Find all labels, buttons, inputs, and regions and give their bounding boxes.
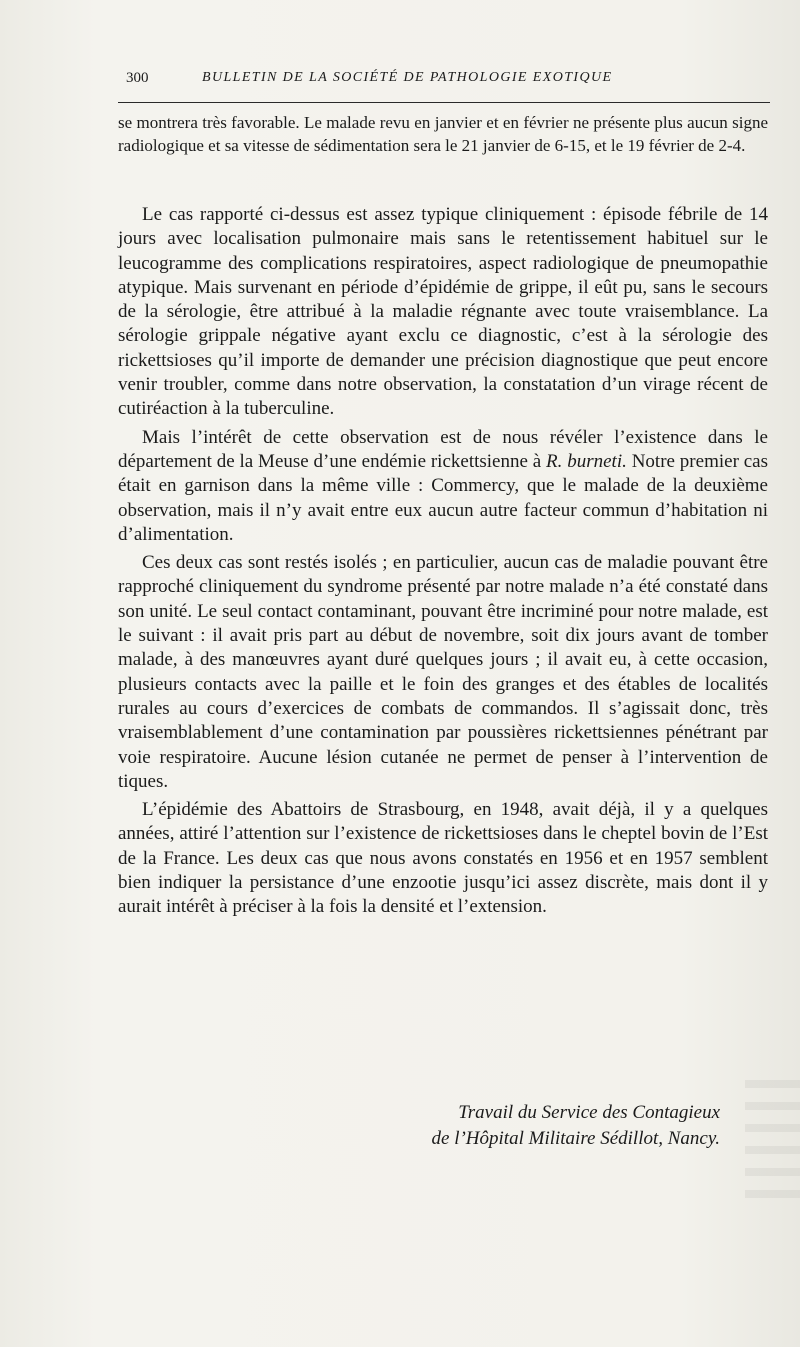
bleed-through-shading bbox=[745, 1080, 800, 1200]
signature-line-1: Travail du Service des Contagieux bbox=[458, 1102, 720, 1123]
paragraph-2-start: Mais l’intérêt de cette observation est de nous révéler l’existence dans le département de la Meuse d’une endémie rickettsienne à bbox=[118, 426, 768, 472]
paragraph-2-end: Notre premier cas était en garnison dans la même ville : Commercy, que le malade de la deuxième observation, mais il n’y avait entre eux aucun autre facteur commun d’habitation ni d’alimentation. bbox=[118, 450, 768, 545]
intro-paragraph: se montrera très favorable. Le malade revu en janvier et en février ne présente plus aucun signe radiologique et sa vitesse de sédimentation sera le 21 janvier de 6-15, et le 19 février de 2-4. bbox=[118, 113, 768, 155]
main-text bbox=[118, 203, 768, 924]
page-number: 300 bbox=[126, 70, 149, 86]
intro-paragraph-block bbox=[118, 112, 768, 157]
signature-line-2: de l’Hôpital Militaire Sédillot, Nancy. bbox=[431, 1128, 720, 1149]
running-title: BULLETIN DE LA SOCIÉTÉ DE PATHOLOGIE EXOTIQUE bbox=[202, 70, 613, 85]
paragraph-2 bbox=[118, 426, 768, 547]
paragraph-1: Le cas rapporté ci-dessus est assez typique cliniquement : épisode fébrile de 14 jours avec localisation pulmonaire mais sans le retentissement habituel sur le leucogramme des complications respiratoires, aspect radiologique de pneumopathie atypique. Mais survenant en période d’épidémie de grippe, il eût pu, sans le secours de la sérologie, être attribué à la maladie régnante avec toute vraisemblance. La sérologie grippale négative ayant exclu ce diagnostic, c’est à la sérologie des rickettsioses qu’il importe de demander une précision diagnostique que peut encore venir troubler, comme dans notre observation, la constatation d’un virage récent de cutiréaction à la tuberculine. bbox=[118, 204, 768, 420]
species-name: R. burneti. bbox=[546, 450, 627, 472]
page-header bbox=[118, 68, 770, 103]
paragraph-3: Ces deux cas sont restés isolés ; en particulier, aucun cas de maladie pouvant être rapproché cliniquement du syndrome présenté par notre malade n’a été constaté dans son unité. Le seul contact contaminant, pouvant être incriminé pour notre malade, est le suivant : il avait pris part au début de novembre, soit dix jours avant de tomber malade, à des manœuvres ayant duré quelques jours ; il avait eu, à cette occasion, plusieurs contacts avec la paille et le foin des granges et des étables de localités rurales au cours d’exercices de combats de commandos. Il s’agissait donc, très vraisemblablement d’une contamination par poussières rickettsiennes pénétrant par voie respiratoire. Aucune lésion cutanée ne permet de penser à l’intervention de tiques. bbox=[118, 552, 768, 792]
signature-block bbox=[300, 1100, 720, 1152]
paragraph-4: L’épidémie des Abattoirs de Strasbourg, en 1948, avait déjà, il y a quelques années, attiré l’attention sur l’existence de rickettsioses dans le cheptel bovin de l’Est de la France. Les deux cas que nous avons constatés en 1956 et en 1957 semblent bien indiquer la persistance d’une enzootie jusqu’ici assez discrète, mais dont il y aurait intérêt à préciser à la fois la densité et l’extension. bbox=[118, 799, 768, 918]
